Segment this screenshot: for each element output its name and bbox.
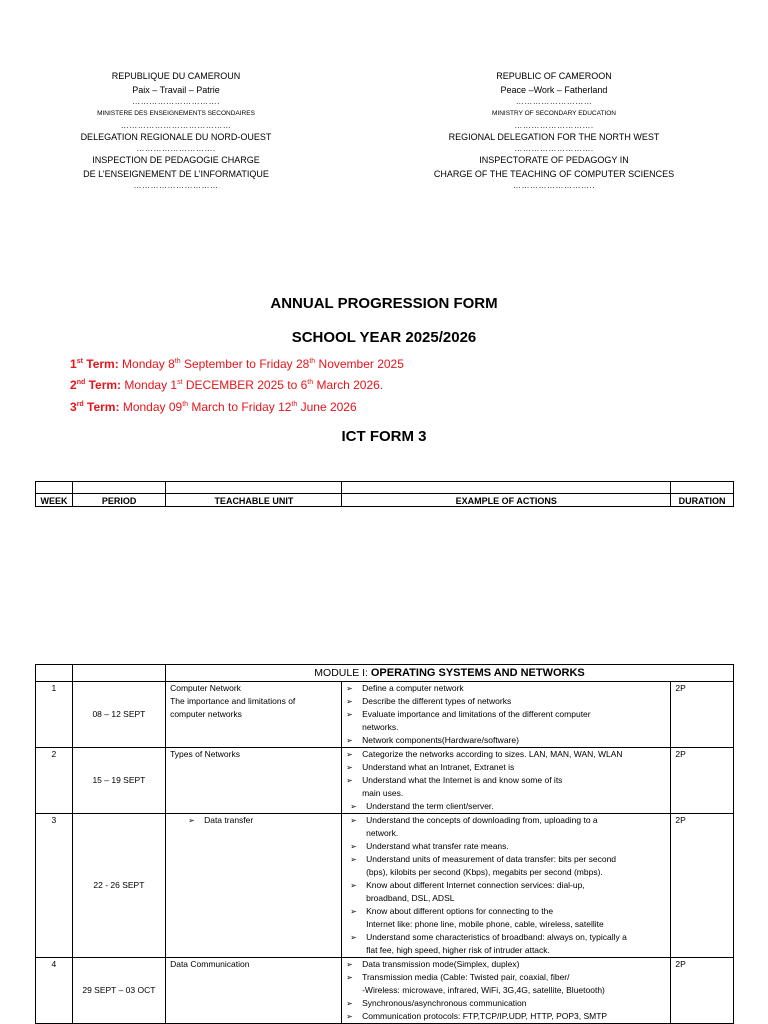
teachable-unit	[166, 682, 342, 748]
arrow-bullet-icon: ➢	[346, 999, 353, 1008]
term-suffix: st	[177, 379, 183, 386]
list-item	[342, 708, 670, 721]
action-text: flat fee, high speed, higher risk of intruder attack.	[366, 945, 550, 955]
term-label: Term:	[83, 400, 120, 414]
header-left-line: …………………………	[133, 181, 219, 190]
term-text: September to Friday 28	[180, 357, 310, 371]
action-text: Synchronous/asynchronous communication	[362, 998, 527, 1008]
action-text: Understand what an Intranet, Extranet is	[362, 762, 515, 772]
empty-cell	[671, 482, 734, 494]
list-item	[342, 892, 670, 905]
list-item	[342, 1010, 670, 1023]
term-text: November 2025	[315, 357, 404, 371]
list-item	[342, 971, 670, 984]
empty-cell	[166, 482, 342, 494]
actions	[342, 748, 671, 814]
action-text: -Wireless: microwave, infrared, WiFi, 3G,4G, satellite, Bluetooth)	[362, 985, 605, 995]
action-text: Define a computer network	[362, 683, 464, 693]
term-suffix: th	[174, 358, 181, 365]
column-header-table	[35, 481, 734, 507]
page-title: ANNUAL PROGRESSION FORM	[270, 295, 498, 312]
school-year: SCHOOL YEAR 2025/2026	[291, 329, 477, 346]
action-text: Understand what the Internet is and know some of its	[362, 775, 563, 785]
list-item	[342, 866, 670, 879]
arrow-bullet-icon: ➢	[188, 816, 195, 825]
module-name: OPERATING SYSTEMS AND NETWORKS	[370, 666, 585, 679]
actions	[342, 958, 671, 1024]
action-text: Transmission media (Cable: Twisted pair, coaxial, fiber/	[362, 972, 570, 982]
header-right-line: Peace –Work – Fatherland	[500, 84, 608, 95]
term-text: Monday 09	[119, 400, 183, 414]
arrow-bullet-icon: ➢	[350, 855, 357, 864]
list-item	[342, 879, 670, 892]
header-right-line: CHARGE OF THE TEACHING OF COMPUTER SCIENCES	[433, 168, 675, 179]
term-suffix: th	[291, 401, 298, 408]
empty-cell	[72, 665, 165, 682]
list-item	[342, 800, 670, 813]
action-text: Know about different Internet connection services: dial-up,	[366, 880, 585, 890]
action-text: Understand what transfer rate means.	[366, 841, 509, 851]
arrow-bullet-icon: ➢	[350, 816, 357, 825]
header-right-line: ……………………….	[514, 120, 594, 130]
term-suffix: rd	[76, 401, 84, 408]
action-text: Understand units of measurement of data transfer: bits per second	[366, 854, 617, 864]
list-item	[342, 814, 670, 827]
term-number: 1	[70, 357, 77, 371]
term-line	[70, 378, 383, 392]
header-left-line: Paix – Travail – Patrie	[132, 84, 220, 95]
header-left-line: ………………………….	[132, 97, 220, 106]
column-header-week: WEEK	[36, 494, 73, 507]
header-right-line: REGIONAL DELEGATION FOR THE NORTH WEST	[448, 131, 660, 142]
term-line	[70, 400, 357, 414]
arrow-bullet-icon: ➢	[346, 1012, 353, 1021]
arrow-bullet-icon: ➢	[346, 763, 353, 772]
duration: 2P	[671, 958, 734, 1024]
term-number: 3	[70, 400, 77, 414]
header-left-line: ……………………….	[136, 144, 216, 153]
header-left-line: DE L’ENSEIGNEMENT DE L’INFORMATIQUE	[83, 168, 269, 179]
teachable-unit	[166, 814, 342, 958]
term-text: March to Friday 12	[188, 400, 292, 414]
term-line	[70, 357, 404, 371]
term-suffix: th	[309, 358, 316, 365]
arrow-bullet-icon: ➢	[350, 842, 357, 851]
term-suffix: th	[182, 401, 189, 408]
unit-text: Data transfer	[204, 815, 254, 825]
list-item	[342, 931, 670, 944]
action-text: Understand the term client/server.	[366, 801, 494, 811]
duration: 2P	[671, 748, 734, 814]
list-item	[342, 984, 670, 997]
list-item	[342, 853, 670, 866]
action-text: Evaluate importance and limitations of the different computer	[362, 709, 591, 719]
action-text: broadband, DSL, ADSL	[366, 893, 455, 903]
list-item	[342, 827, 670, 840]
list-item	[342, 905, 670, 918]
progression-table	[35, 664, 734, 1024]
period: 08 – 12 SEPT	[72, 682, 165, 748]
action-text: main uses.	[362, 788, 404, 798]
action-text: Network components(Hardware/software)	[362, 735, 519, 745]
list-item	[342, 997, 670, 1010]
module-prefix: MODULE I:	[314, 666, 371, 679]
arrow-bullet-icon: ➢	[346, 960, 353, 969]
list-item	[342, 721, 670, 734]
list-item	[342, 944, 670, 957]
list-item	[342, 787, 670, 800]
header-left-line: …………………………………	[120, 120, 232, 130]
action-text: network.	[366, 828, 399, 838]
unit-line: The importance and limitations of	[170, 696, 296, 706]
arrow-bullet-icon: ➢	[350, 881, 357, 890]
header-right-line: ………………………..	[513, 181, 595, 190]
term-text: Monday 1	[121, 378, 178, 392]
arrow-bullet-icon: ➢	[346, 710, 353, 719]
term-text: DECEMBER 2025 to 6	[182, 378, 308, 392]
actions	[342, 682, 671, 748]
action-text: networks.	[362, 722, 399, 732]
arrow-bullet-icon: ➢	[346, 776, 353, 785]
term-label: Term:	[85, 378, 122, 392]
unit-line: computer networks	[170, 709, 242, 719]
actions	[342, 814, 671, 958]
week-number: 2	[36, 748, 73, 814]
term-suffix: nd	[76, 379, 86, 386]
column-header-period: PERIOD	[72, 494, 166, 507]
empty-cell	[342, 482, 671, 494]
header-right-line: ……………………….	[514, 144, 594, 153]
table-row	[36, 958, 734, 1024]
column-header-actions: EXAMPLE OF ACTIONS	[342, 494, 671, 507]
week-number: 1	[36, 682, 73, 748]
term-text: Monday 8	[118, 357, 175, 371]
teachable-unit	[166, 748, 342, 814]
action-text: Understand some characteristics of broadband: always on, typically a	[366, 932, 627, 942]
arrow-bullet-icon: ➢	[346, 684, 353, 693]
header-right-line: REPUBLIC OF CAMEROON	[496, 71, 612, 81]
unit-line: Data Communication	[170, 959, 250, 969]
arrow-bullet-icon: ➢	[350, 933, 357, 942]
duration: 2P	[671, 682, 734, 748]
form-title: ICT FORM 3	[341, 428, 427, 445]
term-text: June 2026	[297, 400, 357, 414]
header-left-line: DELEGATION REGIONALE DU NORD-OUEST	[80, 131, 272, 142]
table-row	[36, 814, 734, 958]
table-row	[36, 748, 734, 814]
list-item	[342, 761, 670, 774]
period: 22 - 26 SEPT	[72, 814, 165, 958]
week-number: 3	[36, 814, 73, 958]
term-suffix: st	[76, 358, 83, 365]
arrow-bullet-icon: ➢	[346, 750, 353, 759]
week-number: 4	[36, 958, 73, 1024]
action-text: Categorize the networks according to sizes. LAN, MAN, WAN, WLAN	[362, 749, 623, 759]
unit-line	[170, 814, 341, 827]
term-number: 2	[70, 378, 77, 392]
list-item	[342, 734, 670, 747]
action-text: Data transmission mode(Simplex, duplex)	[362, 959, 520, 969]
action-text: Internet like: phone line, mobile phone, cable, wireless, satellite	[366, 919, 604, 929]
action-text: Know about different options for connecting to the	[366, 906, 554, 916]
list-item	[342, 682, 670, 695]
arrow-bullet-icon: ➢	[346, 973, 353, 982]
arrow-bullet-icon: ➢	[346, 697, 353, 706]
module-title	[166, 665, 734, 682]
header-right	[420, 70, 688, 191]
table-row	[36, 682, 734, 748]
term-text: March 2026.	[313, 378, 384, 392]
term-label: Term:	[82, 357, 119, 371]
header-right-line: MINISTRY OF SECONDARY EDUCATION	[491, 110, 616, 117]
action-text: Understand the concepts of downloading from, uploading to a	[366, 815, 598, 825]
module-row	[36, 665, 734, 682]
action-text: Communication protocols: FTP,TCP/IP.UDP, HTTP, POP3, SMTP	[362, 1011, 608, 1021]
list-item	[342, 748, 670, 761]
arrow-bullet-icon: ➢	[350, 907, 357, 916]
arrow-bullet-icon: ➢	[346, 736, 353, 745]
header-left-line: INSPECTION DE PEDAGOGIE CHARGE	[92, 155, 260, 165]
list-item	[342, 840, 670, 853]
list-item	[342, 918, 670, 931]
arrow-bullet-icon: ➢	[350, 802, 357, 811]
term-suffix: th	[307, 379, 314, 386]
empty-cell	[36, 665, 73, 682]
column-header-duration: DURATION	[671, 494, 734, 507]
column-header-unit: TEACHABLE UNIT	[166, 494, 342, 507]
duration: 2P	[671, 814, 734, 958]
unit-line: Computer Network	[170, 683, 241, 693]
list-item	[342, 958, 670, 971]
header-left-line: MINISTERE DES ENSEIGNEMENTS SECONDAIRES	[97, 110, 255, 117]
period: 29 SEPT – 03 OCT	[72, 958, 165, 1024]
list-item	[342, 774, 670, 787]
action-text: (bps), kilobits per second (Kbps), megabits per second (mbps).	[366, 867, 603, 877]
action-text: Describe the different types of networks	[362, 696, 512, 706]
empty-cell	[72, 482, 166, 494]
empty-cell	[36, 482, 73, 494]
unit-line: Types of Networks	[170, 749, 240, 759]
period: 15 – 19 SEPT	[72, 748, 165, 814]
list-item	[342, 695, 670, 708]
header-left-line: REPUBLIQUE DU CAMEROUN	[111, 71, 241, 81]
header-right-line: INSPECTORATE OF PEDAGOGY IN	[479, 155, 629, 165]
teachable-unit	[166, 958, 342, 1024]
header-left	[40, 70, 312, 191]
header-right-line: ………………………	[515, 97, 593, 106]
